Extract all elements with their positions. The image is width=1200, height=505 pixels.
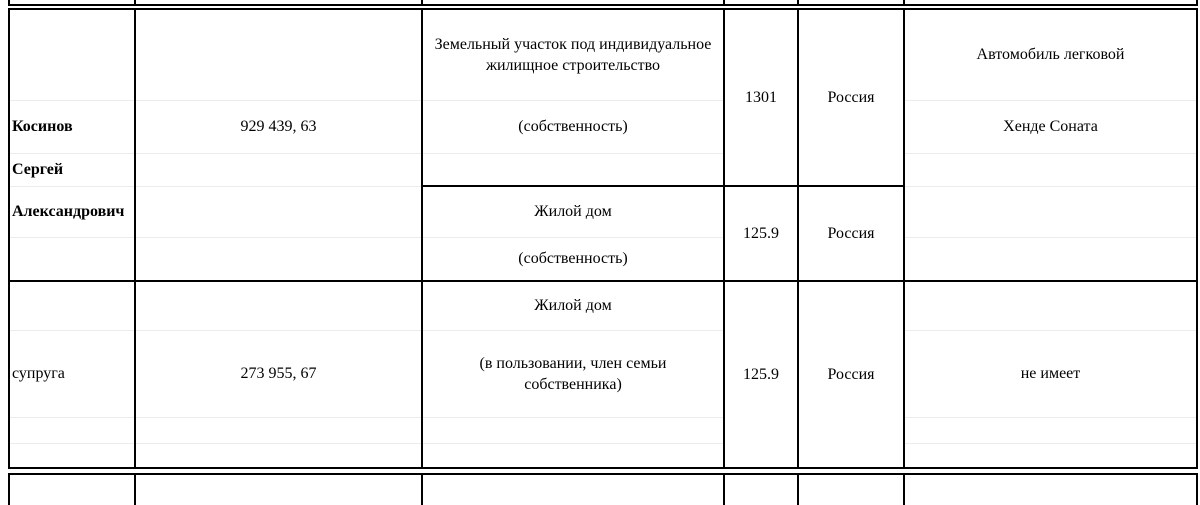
empty-cell bbox=[904, 417, 1197, 443]
empty-cell bbox=[904, 281, 1197, 330]
person-surname-cell: Косинов bbox=[9, 100, 135, 153]
table-row bbox=[9, 443, 1197, 468]
empty-cell bbox=[9, 281, 135, 330]
empty-cell bbox=[135, 417, 422, 443]
property1-area-cell: 1301 bbox=[724, 9, 798, 186]
table-row bbox=[9, 330, 1197, 417]
empty-cell bbox=[9, 0, 135, 5]
table-row bbox=[9, 186, 1197, 237]
empty-cell bbox=[9, 237, 135, 281]
empty-cell bbox=[904, 237, 1197, 281]
declaration-table bbox=[8, 8, 1198, 469]
spouse-property-ownership-cell bbox=[422, 330, 724, 417]
income-cell: 929 439, 63 bbox=[135, 100, 422, 153]
property2-ownership-cell: (собственность) bbox=[422, 237, 724, 281]
table-row bbox=[9, 0, 1197, 5]
empty-cell bbox=[9, 9, 135, 100]
person-firstname-cell: Сергей bbox=[9, 153, 135, 186]
empty-cell bbox=[422, 0, 724, 5]
property2-area-cell: 125.9 bbox=[724, 186, 798, 281]
table-row bbox=[9, 237, 1197, 281]
table-row bbox=[9, 153, 1197, 186]
empty-cell bbox=[422, 417, 724, 443]
property1-ownership-cell: (собственность) bbox=[422, 100, 724, 153]
empty-cell bbox=[904, 186, 1197, 237]
previous-block-partial-table bbox=[8, 0, 1198, 6]
table-row bbox=[9, 417, 1197, 443]
spouse-property-country-cell: Россия bbox=[798, 281, 904, 468]
empty-cell bbox=[904, 0, 1197, 5]
spouse-property-ownership-text: (в пользовании, член семьи собственника) bbox=[479, 354, 667, 393]
table-row bbox=[9, 100, 1197, 153]
vehicle-type-cell: Автомобиль легковой bbox=[904, 9, 1197, 100]
vehicle-model-cell: Хенде Соната bbox=[904, 100, 1197, 153]
spouse-property-type-cell: Жилой дом bbox=[422, 281, 724, 330]
empty-cell bbox=[135, 474, 422, 505]
spouse-relation-cell: супруга bbox=[9, 330, 135, 417]
empty-cell bbox=[9, 443, 135, 468]
spouse-vehicle-cell: не имеет bbox=[904, 330, 1197, 417]
property1-country-cell: Россия bbox=[798, 9, 904, 186]
person-patronymic-cell: Александрович bbox=[9, 186, 135, 237]
empty-cell bbox=[798, 0, 904, 5]
empty-cell bbox=[135, 237, 422, 281]
empty-cell bbox=[422, 153, 724, 186]
empty-cell bbox=[135, 281, 422, 330]
empty-cell bbox=[422, 474, 724, 505]
empty-cell bbox=[135, 443, 422, 468]
property1-type-cell: Земельный участок под индивидуальное жилищное строительство bbox=[422, 9, 724, 100]
table-row bbox=[9, 9, 1197, 100]
empty-cell bbox=[135, 9, 422, 100]
empty-cell bbox=[422, 443, 724, 468]
empty-cell bbox=[9, 417, 135, 443]
empty-cell bbox=[135, 153, 422, 186]
empty-cell bbox=[904, 443, 1197, 468]
empty-cell bbox=[135, 186, 422, 237]
property2-type-cell: Жилой дом bbox=[422, 186, 724, 237]
empty-cell bbox=[904, 474, 1197, 505]
empty-cell bbox=[135, 0, 422, 5]
table-row bbox=[9, 474, 1197, 505]
spouse-income-cell: 273 955, 67 bbox=[135, 330, 422, 417]
empty-cell bbox=[724, 0, 798, 5]
empty-cell bbox=[904, 153, 1197, 186]
next-block-partial-table bbox=[8, 473, 1198, 505]
table-row bbox=[9, 281, 1197, 330]
empty-cell bbox=[798, 474, 904, 505]
empty-cell bbox=[9, 474, 135, 505]
spouse-property-area-cell: 125.9 bbox=[724, 281, 798, 468]
property2-country-cell: Россия bbox=[798, 186, 904, 281]
empty-cell bbox=[724, 474, 798, 505]
